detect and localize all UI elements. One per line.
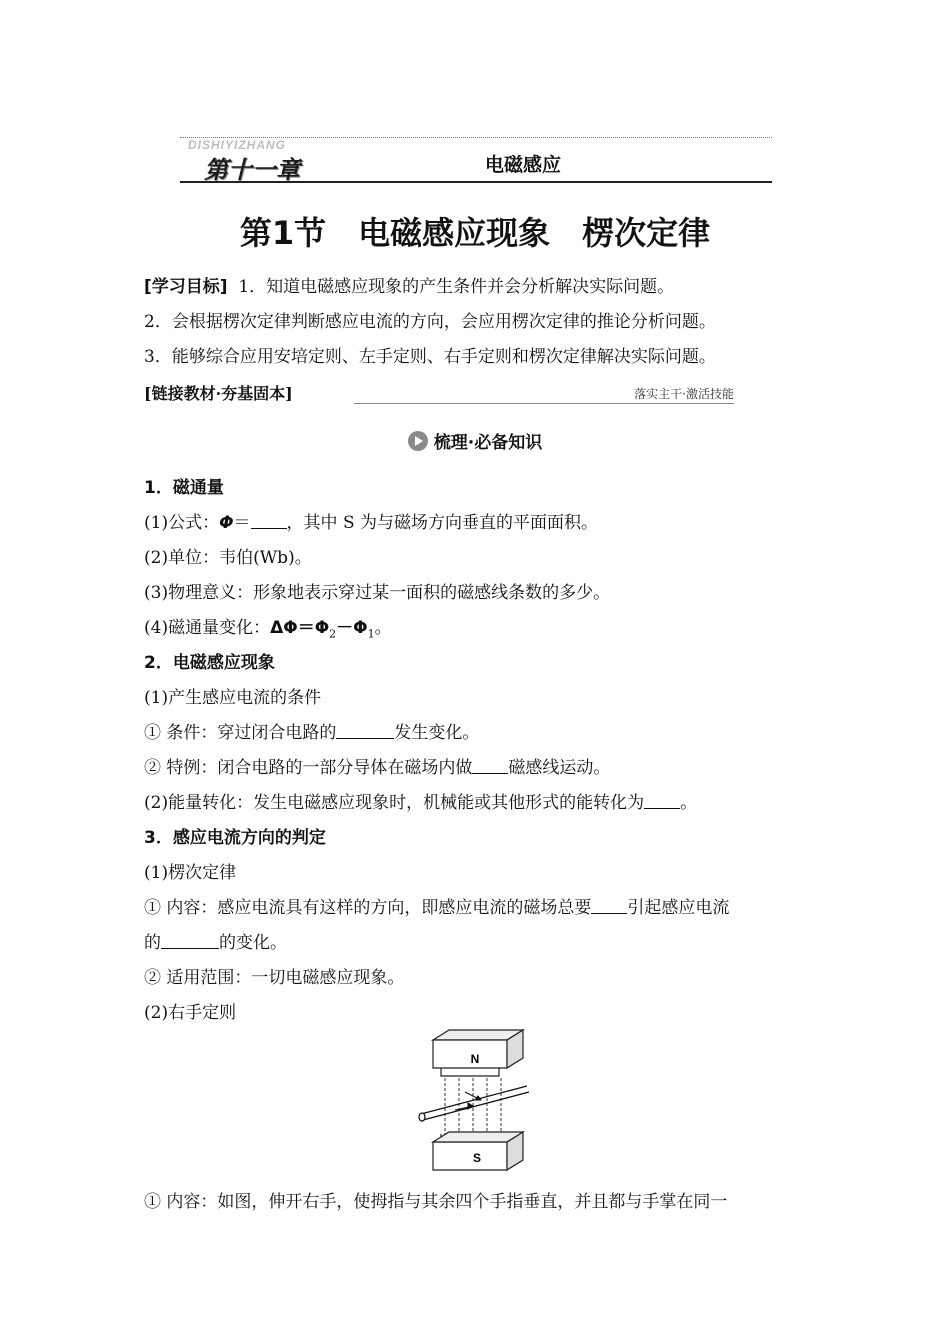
section-banner bbox=[144, 381, 734, 405]
right-hand-content: ① 内容：如图，伸开右手，使拇指与其余四个手指垂直，并且都与手掌在同一 bbox=[144, 1192, 728, 1212]
lenz-content-b: 引起感应电流 bbox=[627, 898, 730, 918]
chapter-header bbox=[180, 136, 772, 184]
cond1-b: 发生变化。 bbox=[394, 723, 480, 743]
induction-condition-1 bbox=[144, 718, 479, 743]
conductor-rod bbox=[419, 1086, 529, 1121]
chapter-number: 第十一章 bbox=[204, 156, 300, 184]
flux-unit: (2)单位：韦伯(Wb)。 bbox=[144, 548, 312, 568]
flux-minus: －Φ bbox=[336, 618, 368, 638]
lenz-content-line-2 bbox=[144, 928, 287, 953]
chapter-pinyin: DISHIYIZHANG bbox=[188, 138, 287, 152]
flux-change-prefix: (4)磁通量变化： bbox=[144, 618, 271, 638]
flux-change-end: 。 bbox=[374, 618, 392, 638]
subheading-text: 梳理·必备知识 bbox=[433, 433, 543, 453]
lenz-scope: ② 适用范围：一切电磁感应现象。 bbox=[144, 968, 405, 988]
flux-change bbox=[144, 613, 392, 640]
flux-eq: ＝ bbox=[233, 513, 251, 533]
flux-sub-2: 2 bbox=[329, 627, 337, 641]
flux-formula-blank[interactable] bbox=[251, 514, 287, 529]
lenz-content-d: 的变化。 bbox=[219, 933, 287, 953]
induction-condition-2 bbox=[144, 753, 610, 778]
lenz-heading: (1)楞次定律 bbox=[144, 863, 237, 883]
flux-heading: 1．磁通量 bbox=[144, 478, 224, 498]
objective-3: 3．能够综合应用安培定则、左手定则、右手定则和楞次定律解决实际问题。 bbox=[144, 347, 716, 367]
magnet-figure-svg bbox=[415, 1022, 535, 1178]
cond1-a: ① 条件：穿过闭合电路的 bbox=[144, 723, 337, 743]
objective-1: 1．知道电磁感应现象的产生条件并会分析解决实际问题。 bbox=[238, 277, 675, 297]
objective-2: 2．会根据楞次定律判断感应电流的方向，会应用楞次定律的推论分析问题。 bbox=[144, 312, 716, 332]
north-label: N bbox=[470, 1052, 480, 1066]
flux-symbol: Φ bbox=[219, 513, 234, 533]
right-hand-heading: (2)右手定则 bbox=[144, 1003, 237, 1023]
energy-a: (2)能量转化：发生电磁感应现象时，机械能或其他形式的能转化为 bbox=[144, 793, 645, 813]
flux-sub-1: 1 bbox=[367, 627, 375, 641]
lenz-blank-1[interactable] bbox=[591, 899, 627, 914]
lenz-content-line-1 bbox=[144, 893, 729, 918]
lenz-content-a: ① 内容：感应电流具有这样的方向，即感应电流的磁场总要 bbox=[144, 898, 592, 918]
induction-energy bbox=[144, 788, 697, 813]
chapter-title: 电磁感应 bbox=[485, 154, 562, 176]
chapter-bottom-rule bbox=[180, 181, 772, 183]
play-icon bbox=[408, 431, 428, 451]
flux-meaning: (3)物理意义：形象地表示穿过某一面积的磁感线条数的多少。 bbox=[144, 583, 611, 603]
flux-change-formula: ΔΦ＝Φ bbox=[270, 618, 330, 638]
flux-formula-suffix: ，其中 S 为与磁场方向垂直的平面面积。 bbox=[286, 513, 598, 533]
cond2-b: 磁感线运动。 bbox=[508, 758, 611, 778]
banner-left: [链接教材·夯基固本] bbox=[144, 384, 293, 403]
objectives-label: [学习目标] bbox=[144, 277, 228, 297]
banner-rule bbox=[354, 403, 734, 404]
banner-right: 落实主干·激活技能 bbox=[634, 387, 734, 401]
south-label: S bbox=[472, 1151, 482, 1165]
cond2-a: ② 特例：闭合电路的一部分导体在磁场内做 bbox=[144, 758, 473, 778]
lenz-blank-2[interactable] bbox=[161, 934, 219, 949]
magnet-figure bbox=[415, 1022, 535, 1178]
cond1-blank[interactable] bbox=[336, 724, 394, 739]
knowledge-subheading bbox=[0, 428, 950, 453]
section-title: 第1节 电磁感应现象 楞次定律 bbox=[239, 214, 711, 252]
energy-blank[interactable] bbox=[644, 794, 680, 809]
objective-line-1 bbox=[144, 272, 674, 297]
flux-formula bbox=[144, 508, 598, 533]
flux-formula-prefix: (1)公式： bbox=[144, 513, 220, 533]
induction-heading: 2．电磁感应现象 bbox=[144, 653, 275, 673]
induction-condition-head: (1)产生感应电流的条件 bbox=[144, 688, 322, 708]
energy-b: 。 bbox=[680, 793, 698, 813]
direction-heading: 3．感应电流方向的判定 bbox=[144, 828, 326, 848]
lenz-content-c: 的 bbox=[144, 933, 161, 953]
cond2-blank[interactable] bbox=[472, 759, 508, 774]
